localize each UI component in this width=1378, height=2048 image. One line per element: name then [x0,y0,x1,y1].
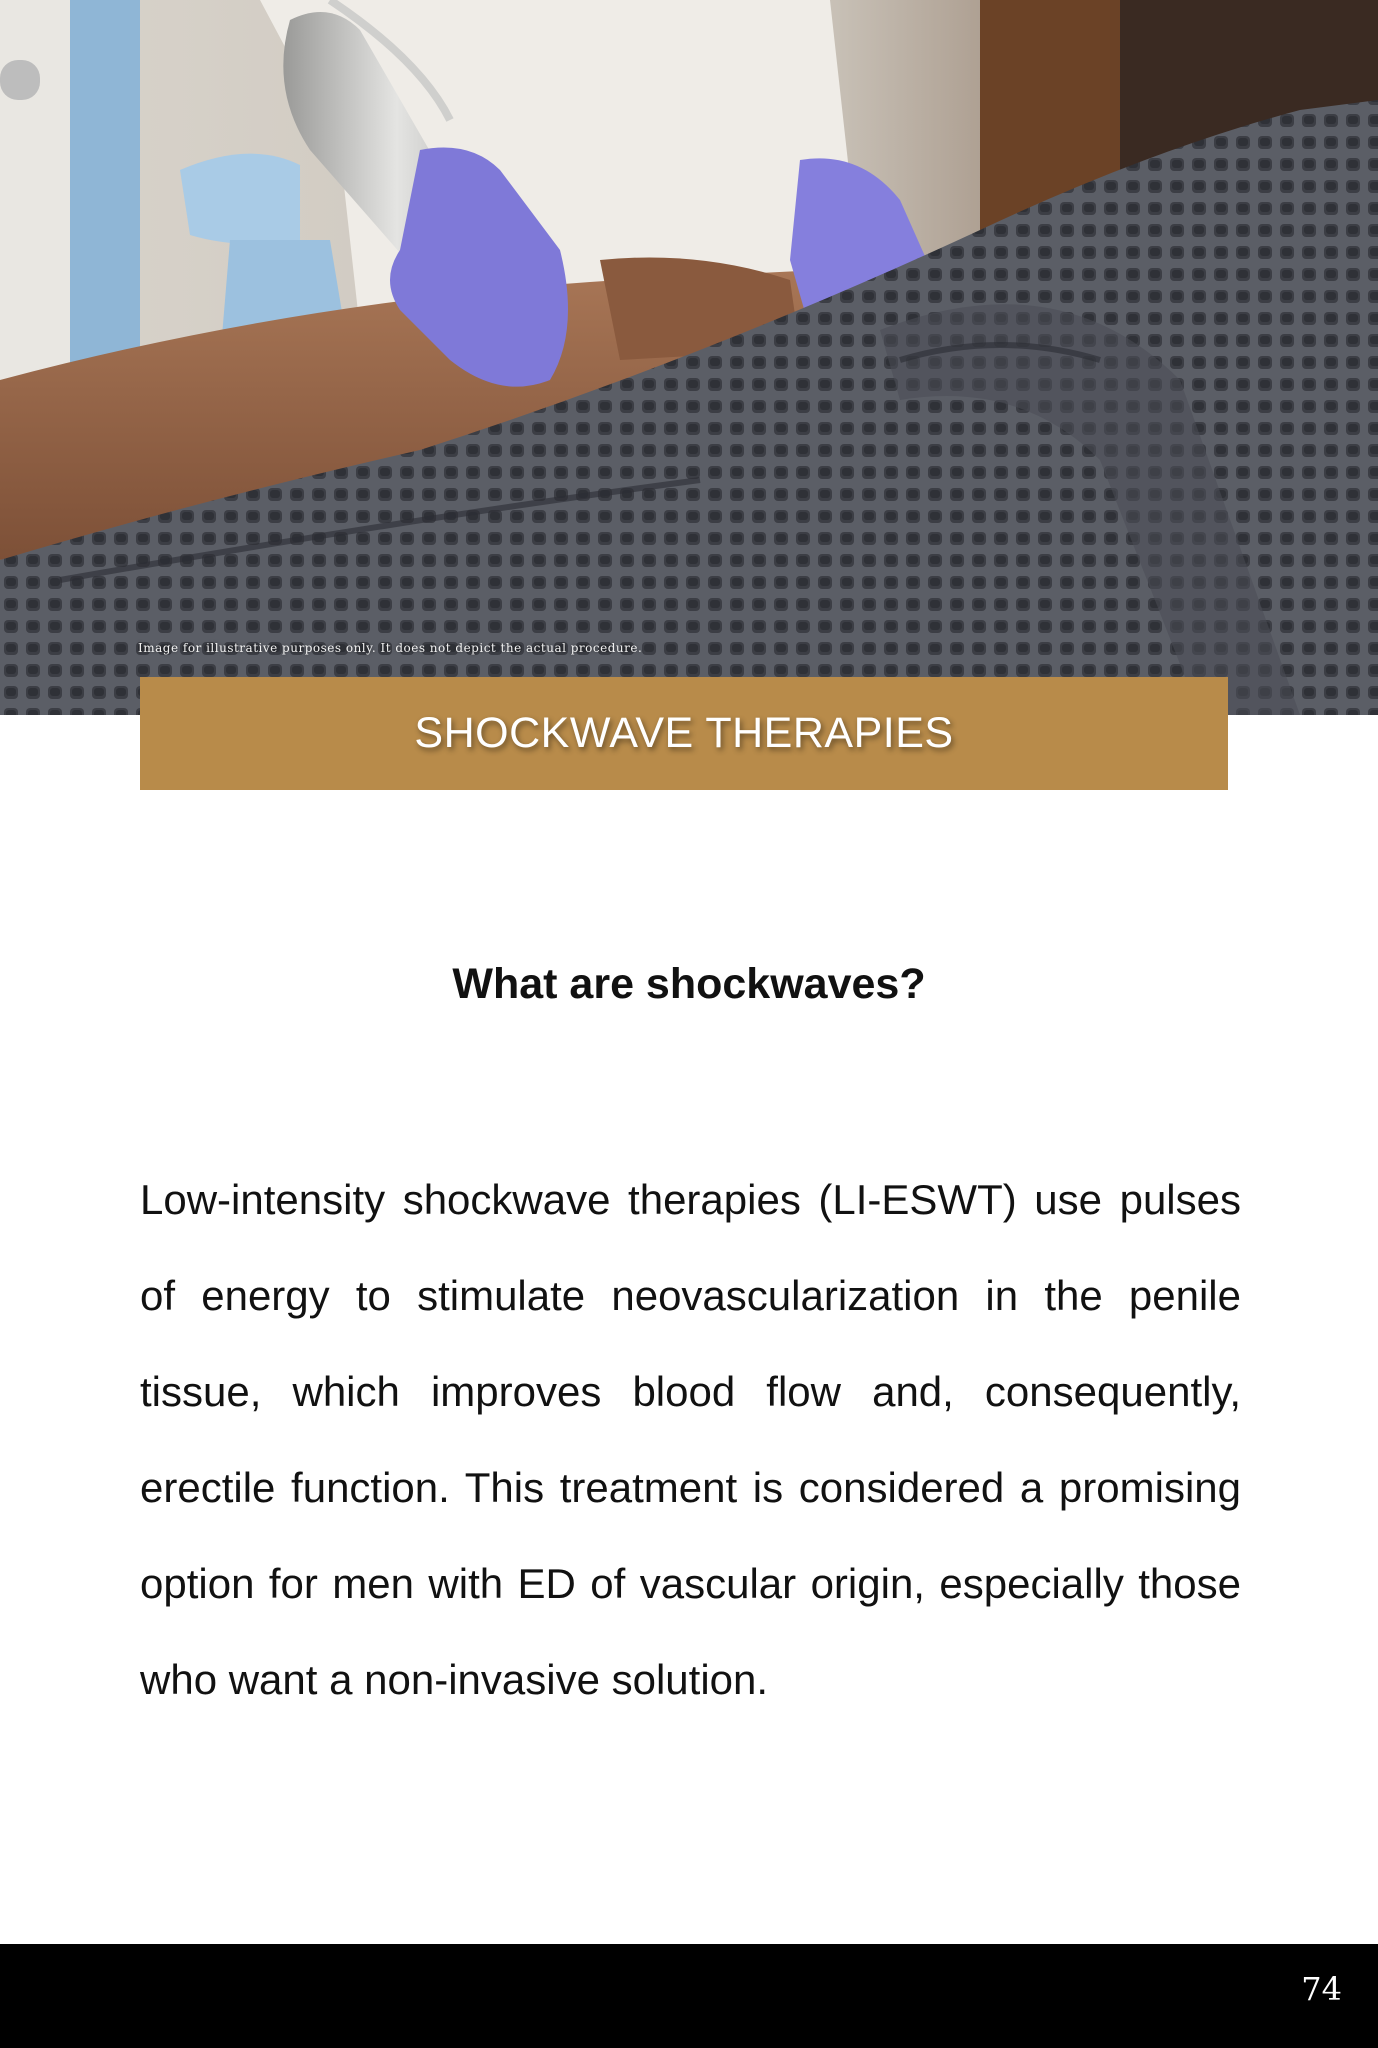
hero-caption: Image for illustrative purposes only. It does not depict the actual procedure. [138,641,643,655]
body-paragraph: Low-intensity shockwave therapies (LI-ESWT) use pulses of energy to stimulate neovascularization in the penile tissue, which improves blood flow and, consequently, erectile function. This treatment is considered a promising option for men with ED of vascular origin, especially those who want a non-invasive solution. [140,1176,1241,1703]
title-banner [140,677,1228,790]
hero-photo [0,0,1378,715]
page-number: 74 [1301,1970,1342,2008]
banner-title: SHOCKWAVE THERAPIES [414,709,954,757]
section-heading: What are shockwaves? [452,960,926,1008]
footer-bar [0,1944,1378,2048]
hero-illustration [0,0,1378,715]
